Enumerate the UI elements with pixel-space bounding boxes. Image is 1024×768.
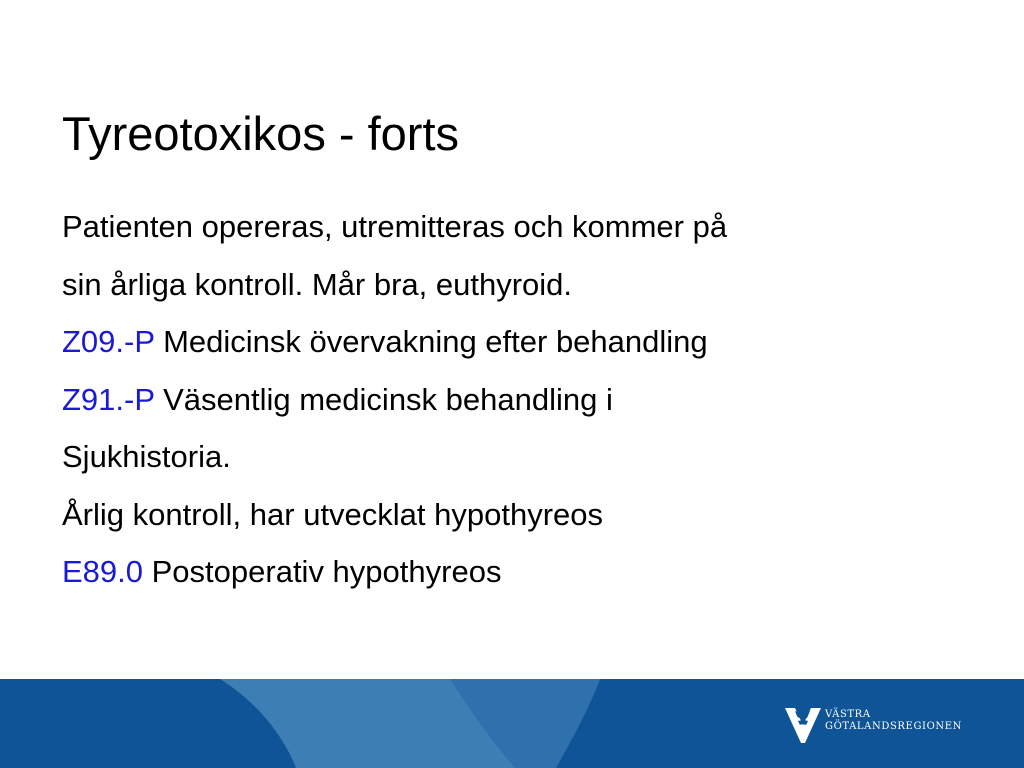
diagnosis-code: Z91.-P	[62, 381, 155, 417]
slide-title: Tyreotoxikos - forts	[62, 107, 459, 160]
line-text: Årlig kontroll, har utvecklat hypothyreos	[62, 496, 604, 532]
body-line	[62, 256, 962, 314]
body-line	[62, 543, 962, 601]
body-line	[62, 428, 962, 486]
line-text: Medicinsk övervakning efter behandling	[154, 324, 708, 359]
slide-body	[62, 198, 962, 601]
body-line	[62, 486, 962, 544]
line-text: Patienten opereras, utremitteras och kommer på	[62, 209, 728, 244]
line-text: sin årliga kontroll. Mår bra, euthyroid.	[62, 266, 573, 302]
vastra-gotalandsregionen-logo	[783, 703, 973, 745]
diagnosis-code: Z09.-P	[62, 324, 155, 359]
logo-text	[825, 709, 962, 733]
body-line	[62, 313, 962, 371]
line-text: Väsentlig medicinsk behandling i	[154, 381, 613, 417]
line-text: Sjukhistoria.	[62, 439, 231, 474]
region-emblem-icon	[783, 703, 823, 745]
line-text: Postoperativ hypothyreos	[143, 554, 502, 589]
logo-line-1: VÄSTRA	[825, 709, 871, 720]
body-line	[62, 371, 962, 429]
diagnosis-code: E89.0	[62, 554, 144, 589]
logo-line-2: GÖTALANDSREGIONEN	[825, 721, 962, 732]
body-line	[62, 198, 962, 256]
